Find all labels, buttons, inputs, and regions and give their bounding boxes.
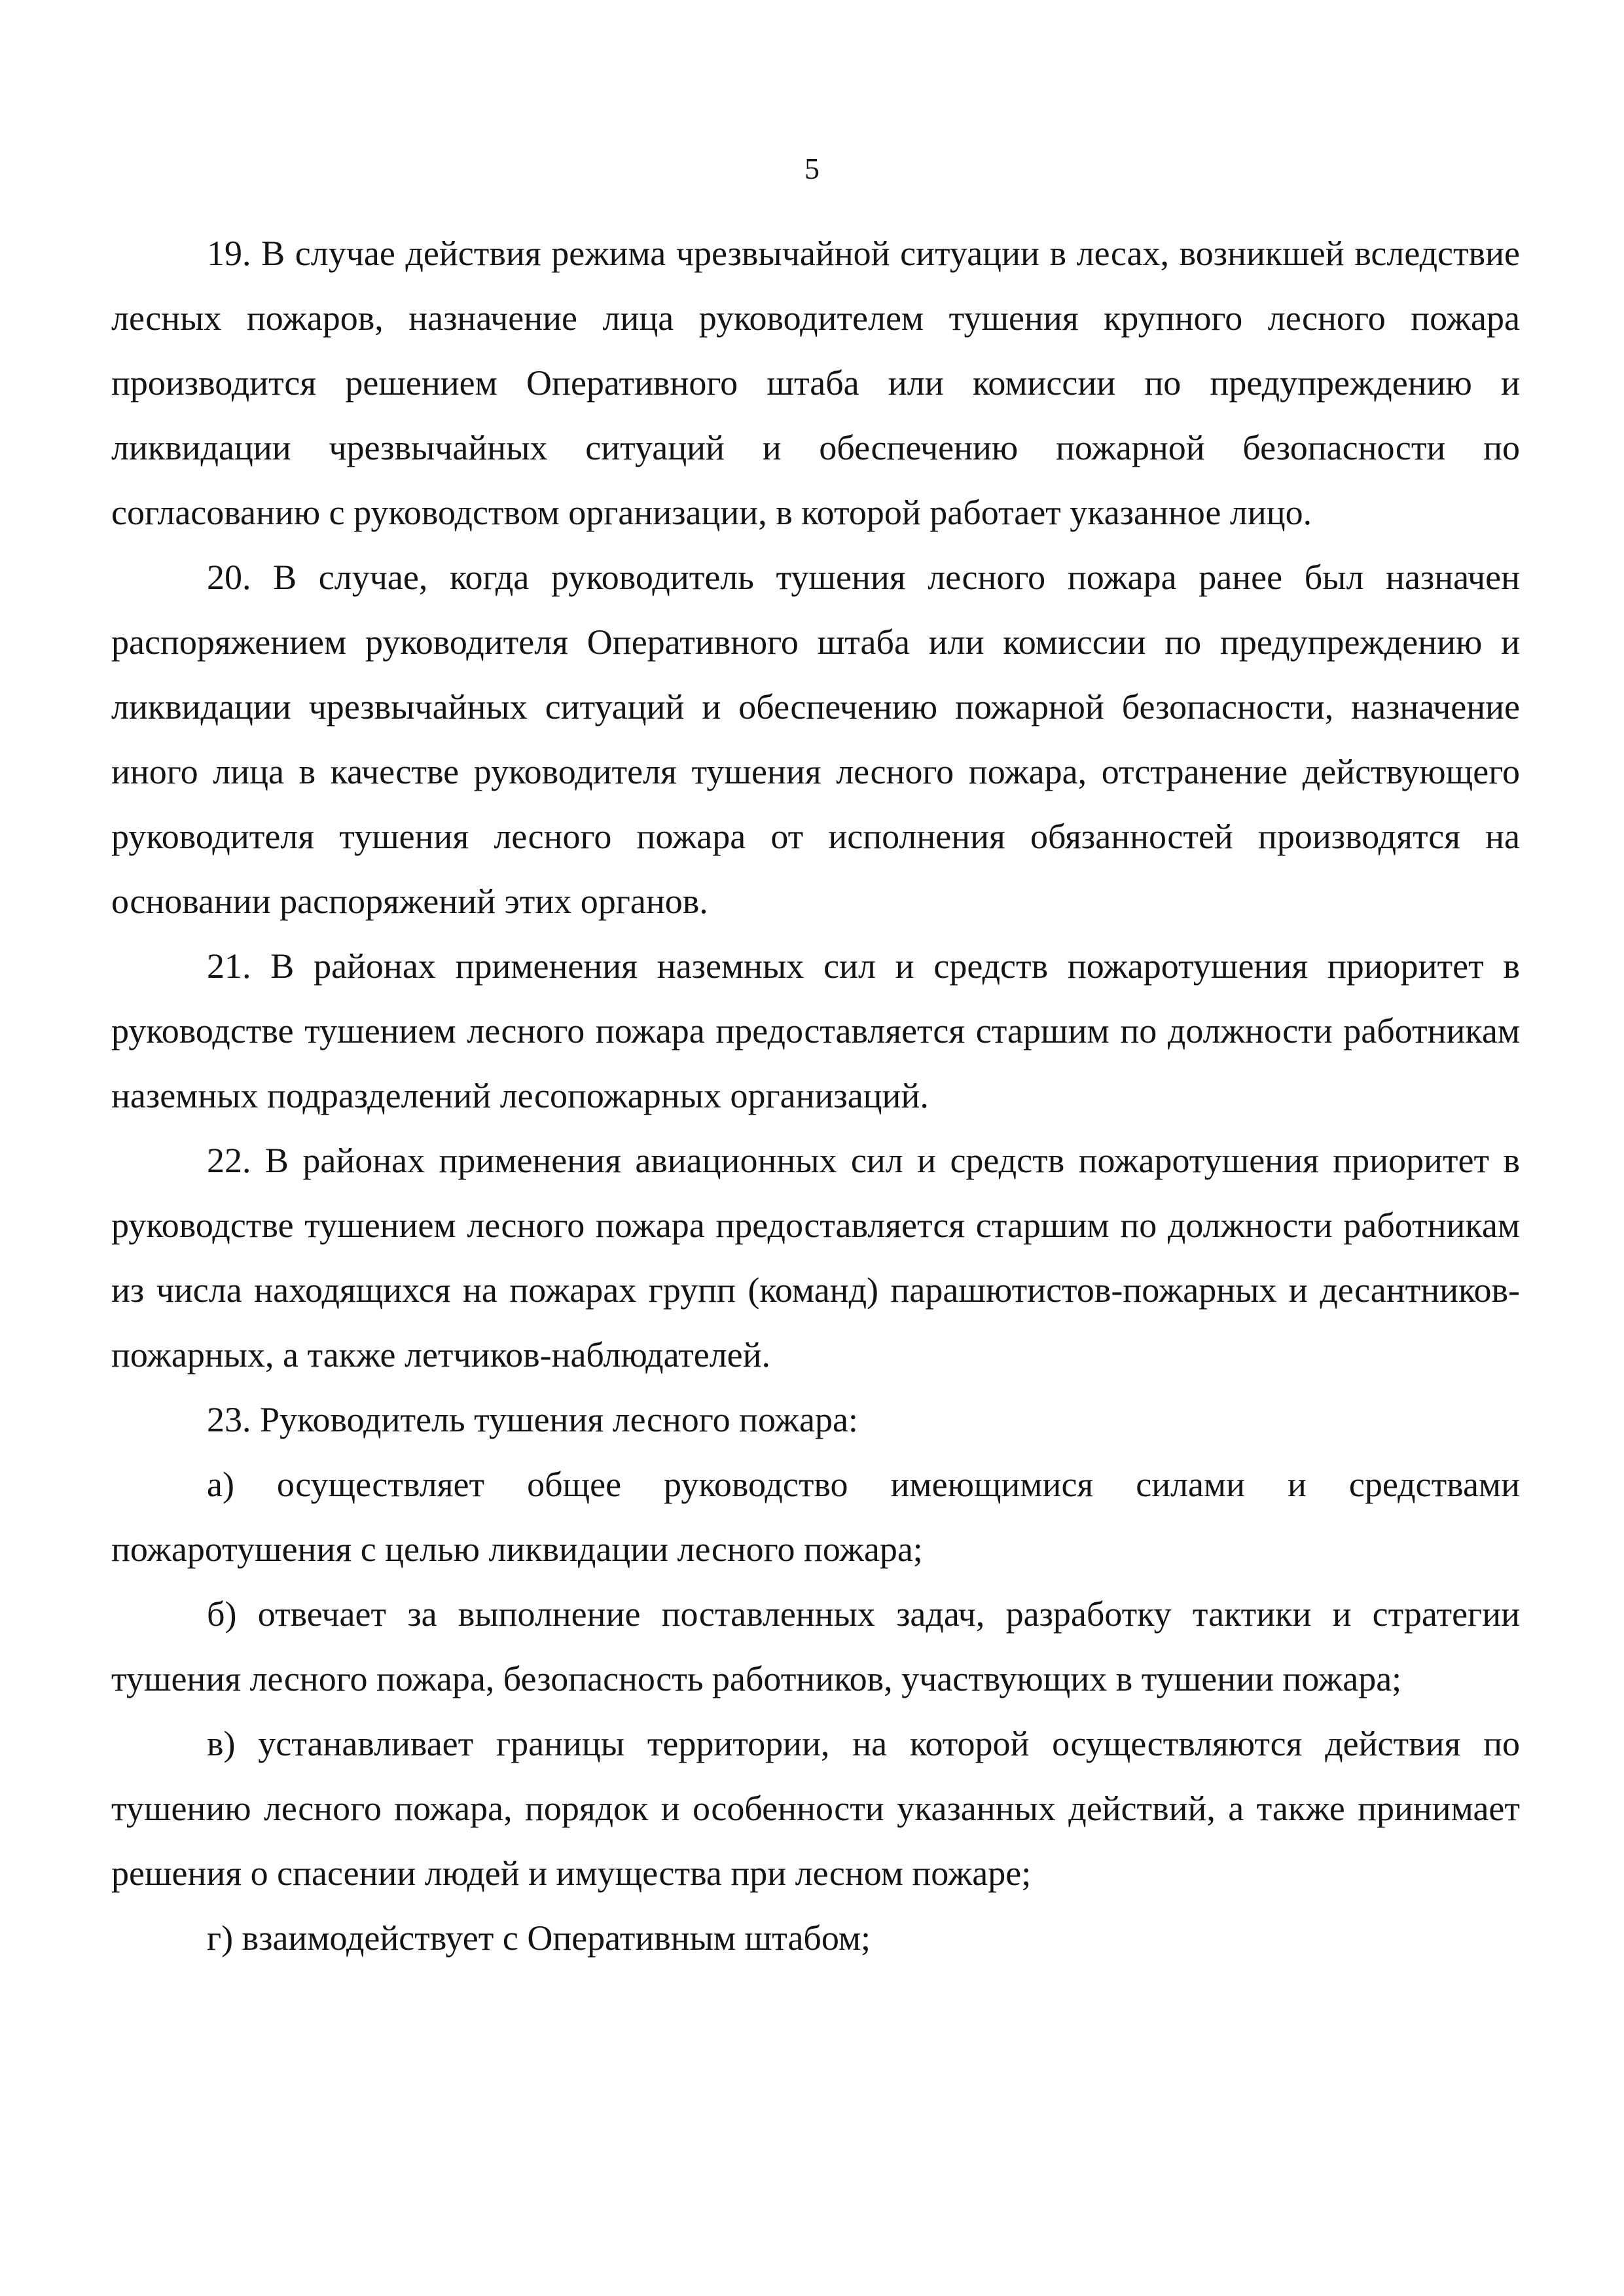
paragraph-23: 23. Руководитель тушения лесного пожара: bbox=[207, 1400, 858, 1439]
list-item-b: б) отвечает за выполнение поставленных задач, разработку тактики и стратегии тушения лесного пожара, безопасность работников, участвующих в тушении пожара; bbox=[111, 1594, 1520, 1698]
list-item-v: в) устанавливает границы территории, на которой осуществляются действия по тушению лесного пожара, порядок и особенности указанных действий, а также принимает решения о спасении людей и имущества при лесном пожаре; bbox=[111, 1724, 1520, 1893]
paragraph-21: 21. В районах применения наземных сил и средств пожаротушения приоритет в руководстве тушением лесного пожара предоставляется старшим по должности работникам наземных подразделений лесопожарных организаций. bbox=[111, 946, 1520, 1115]
document-body bbox=[111, 221, 1520, 1971]
paragraph-22: 22. В районах применения авиационных сил и средств пожаротушения приоритет в руководстве тушением лесного пожара предоставляется старшим по должности работникам из числа находящихся на пожарах групп (команд) парашютистов-пожарных и десантников-пожарных, а также летчиков-наблюдателей. bbox=[111, 1141, 1520, 1374]
paragraph-19: 19. В случае действия режима чрезвычайной ситуации в лесах, возникшей вследствие лесных пожаров, назначение лица руководителем тушения крупного лесного пожара производится решением Оперативного штаба или комиссии по предупреждению и ликвидации чрезвычайных ситуаций и обеспечению пожарной безопасности по согласованию с руководством организации, в которой работает указанное лицо. bbox=[111, 234, 1520, 532]
list-item-a: а) осуществляет общее руководство имеющимися силами и средствами пожаротушения с целью ликвидации лесного пожара; bbox=[111, 1465, 1520, 1569]
page-number: 5 bbox=[804, 152, 820, 185]
paragraph-20: 20. В случае, когда руководитель тушения лесного пожара ранее был назначен распоряжением руководителя Оперативного штаба или комиссии по предупреждению и ликвидации чрезвычайных ситуаций и обеспечению пожарной безопасности, назначение иного лица в качестве руководителя тушения лесного пожара, отстранение действующего руководителя тушения лесного пожара от исполнения обязанностей производятся на основании распоряжений этих органов. bbox=[111, 558, 1520, 921]
list-item-g: г) взаимодействует с Оперативным штабом; bbox=[207, 1918, 871, 1958]
